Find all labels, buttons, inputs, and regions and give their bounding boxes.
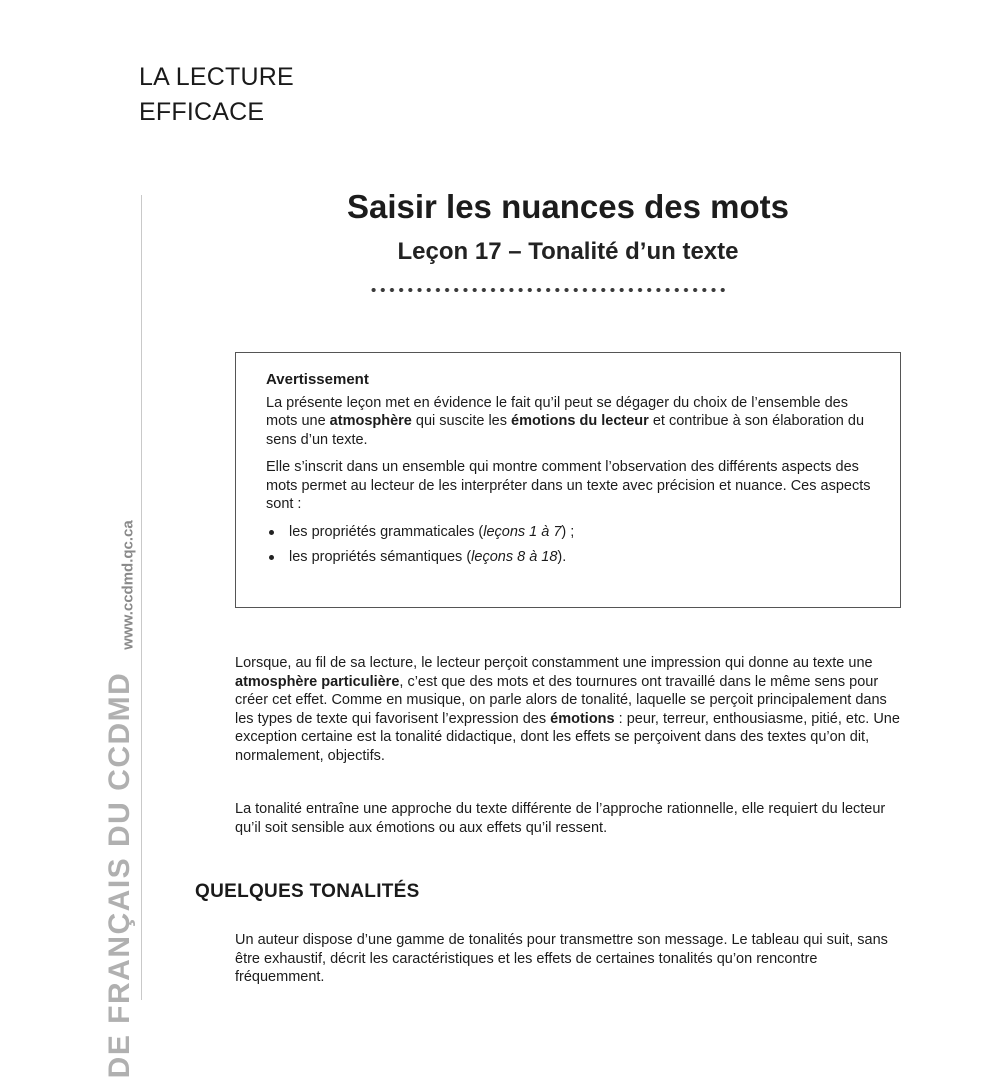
section-heading: QUELQUES TONALITÉS <box>195 881 420 902</box>
header-line-2: EFFICACE <box>139 98 265 126</box>
warning-paragraph-1: La présente leçon met en évidence le fait qu’il peut se dégager du choix de l’ensemble des mots une atmosphère qui suscite les émotions du lecteur et contribue à son élaboration du sens d’un texte. <box>266 394 865 448</box>
title-dotted-rule <box>369 287 727 293</box>
intro-paragraph-2: La tonalité entraîne une approche du texte différente de l’approche rationnelle, elle requiert du lecteur qu’il soit sensible aux émotions ou aux effets qu’il ressent. <box>235 801 886 836</box>
page-header <box>139 60 294 130</box>
page-title: Saisir les nuances des mots <box>346 188 790 225</box>
list-item: les propriétés sémantiques (leçons 8 à 18). <box>266 548 874 567</box>
sidebar-url: www.ccdmd.qc.ca <box>119 520 137 650</box>
lesson-title: Leçon 17 – Tonalité d’un texte <box>397 238 739 265</box>
section-paragraph-1: Un auteur dispose d’une gamme de tonalités pour transmettre son message. Le tableau qui suit, sans être exhaustif, décrit les caractéristiques et les effets de certaines tonalités qu’on rencontre fréquemment. <box>235 932 888 985</box>
list-item: les propriétés grammaticales (leçons 1 à 7) ; <box>266 523 874 542</box>
sidebar-brand: DE FRANÇAIS DU CCDMD <box>103 671 136 1078</box>
aspects-list <box>266 523 874 567</box>
sidebar-rule <box>141 195 142 1000</box>
warning-box <box>235 352 901 608</box>
intro-paragraph-1: Lorsque, au fil de sa lecture, le lecteur perçoit constamment une impression qui donne au texte une atmosphère particulière, c’est que des mots et des tournures ont travaillé dans le même sens pour créer cet effet. Comme en musique, on parle alors de tonalité, laquelle se perçoit principalement dans les types de texte qui favorisent l’expression des émotions : peur, terreur, enthousiasme, pitié, etc. Une exception certaine est la tonalité didactique, dont les effets se perçoivent dans des textes qu’on dit, normalement, objectifs. <box>235 655 900 764</box>
warning-paragraph-2: Elle s’inscrit dans un ensemble qui montre comment l’observation des différents aspects des mots permet au lecteur de les interpréter dans un texte avec précision et nuance. Ces aspects sont : <box>266 459 871 512</box>
warning-title: Avertissement <box>266 371 369 388</box>
header-line-1: LA LECTURE <box>139 63 294 91</box>
